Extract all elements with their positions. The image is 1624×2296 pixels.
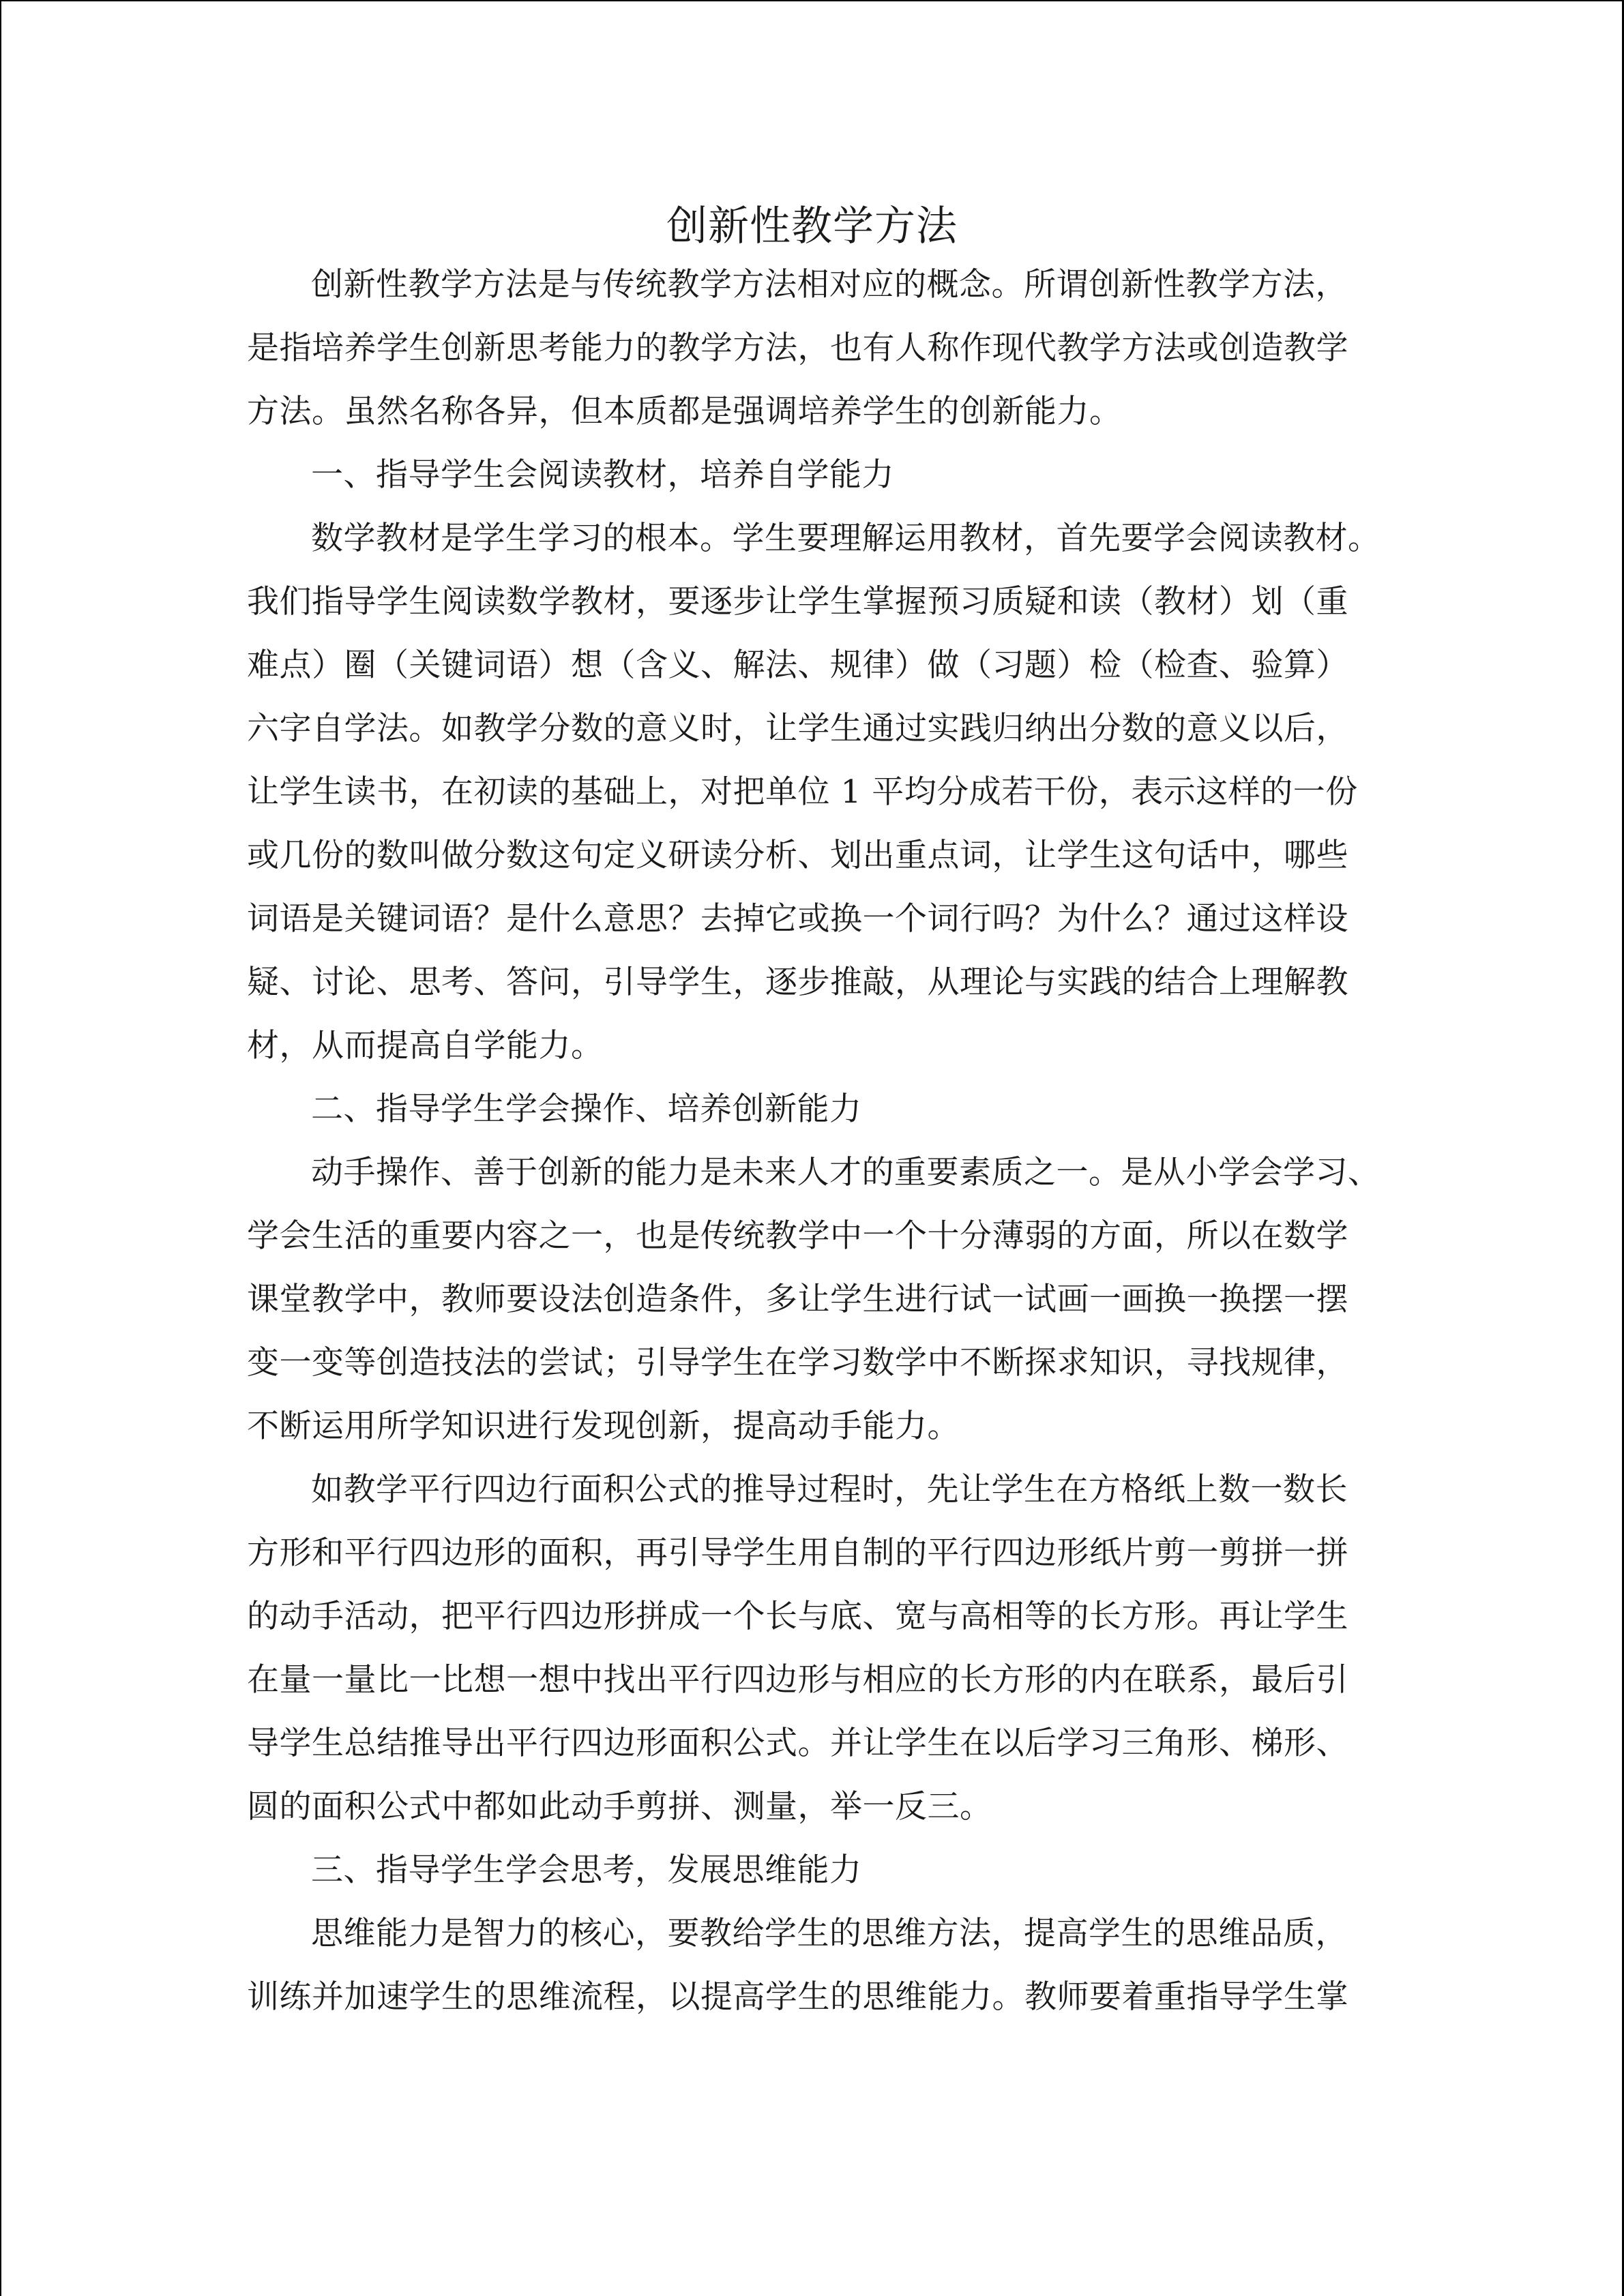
text-line: 在量一量比一比想一想中找出平行四边形与相应的长方形的内在联系，最后引 [247, 1661, 1348, 1699]
text-line: 材，从而提高自学能力。 [247, 1027, 604, 1064]
text-line: 创新性教学方法是与传统教学方法相对应的概念。所谓创新性教学方法， [311, 266, 1348, 303]
text-line: 是指培养学生创新思考能力的教学方法，也有人称作现代教学方法或创造教学 [247, 329, 1348, 367]
text-line: 或几份的数叫做分数这句定义研读分析、划出重点词，让学生这句话中，哪些 [247, 837, 1348, 874]
text-line: 变一变等创造技法的尝试；引导学生在学习数学中不断探求知识，寻找规律， [247, 1344, 1348, 1382]
text-line: 的动手活动，把平行四边形拼成一个长与底、宽与高相等的长方形。再让学生 [247, 1598, 1348, 1635]
text-line: 方形和平行四边形的面积，再引导学生用自制的平行四边形纸片剪一剪拼一拼 [247, 1534, 1348, 1572]
text-line: 动手操作、善于创新的能力是未来人才的重要素质之一。是从小学会学习、 [311, 1154, 1381, 1191]
text-line: 导学生总结推导出平行四边形面积公式。并让学生在以后学习三角形、梯形、 [247, 1725, 1348, 1762]
section-heading-2: 二、指导学生学会操作、培养创新能力 [311, 1090, 862, 1128]
section-heading-1: 一、指导学生会阅读教材，培养自学能力 [311, 456, 894, 494]
text-line: 圆的面积公式中都如此动手剪拼、测量，举一反三。 [247, 1788, 992, 1825]
text-line: 不断运用所学知识进行发现创新，提高动手能力。 [247, 1407, 960, 1445]
text-line: 训练并加速学生的思维流程，以提高学生的思维能力。教师要着重指导学生掌 [247, 1978, 1348, 2016]
section-heading-3: 三、指导学生学会思考，发展思维能力 [311, 1851, 862, 1889]
text-line: 方法。虽然名称各异，但本质都是强调培养学生的创新能力。 [247, 393, 1122, 430]
text-line: 词语是关键词语？是什么意思？去掉它或换一个词行吗？为什么？通过这样设 [247, 900, 1348, 938]
text-line: 六字自学法。如教学分数的意义时，让学生通过实践归纳出分数的意义以后， [247, 710, 1348, 747]
text-line: 学会生活的重要内容之一，也是传统教学中一个十分薄弱的方面，所以在数学 [247, 1217, 1348, 1255]
text-line: 思维能力是智力的核心，要教给学生的思维方法，提高学生的思维品质， [311, 1915, 1348, 1952]
text-line: 疑、讨论、思考、答问，引导学生，逐步推敲，从理论与实践的结合上理解教 [247, 964, 1348, 1001]
page-title: 创新性教学方法 [666, 203, 958, 250]
text-line: 我们指导学生阅读数学教材，要逐步让学生掌握预习质疑和读（教材）划（重 [247, 583, 1348, 621]
text-line: 让学生读书，在初读的基础上，对把单位 1 平均分成若干份，表示这样的一份 [247, 773, 1358, 811]
text-line: 数学教材是学生学习的根本。学生要理解运用教材，首先要学会阅读教材。 [311, 520, 1381, 557]
text-line: 课堂教学中，教师要设法创造条件，多让学生进行试一试画一画换一换摆一摆 [247, 1281, 1348, 1318]
text-line: 如教学平行四边行面积公式的推导过程时，先让学生在方格纸上数一数长 [311, 1471, 1348, 1508]
text-line: 难点）圈（关键词语）想（含义、解法、规律）做（习题）检（检查、验算） [247, 646, 1348, 684]
